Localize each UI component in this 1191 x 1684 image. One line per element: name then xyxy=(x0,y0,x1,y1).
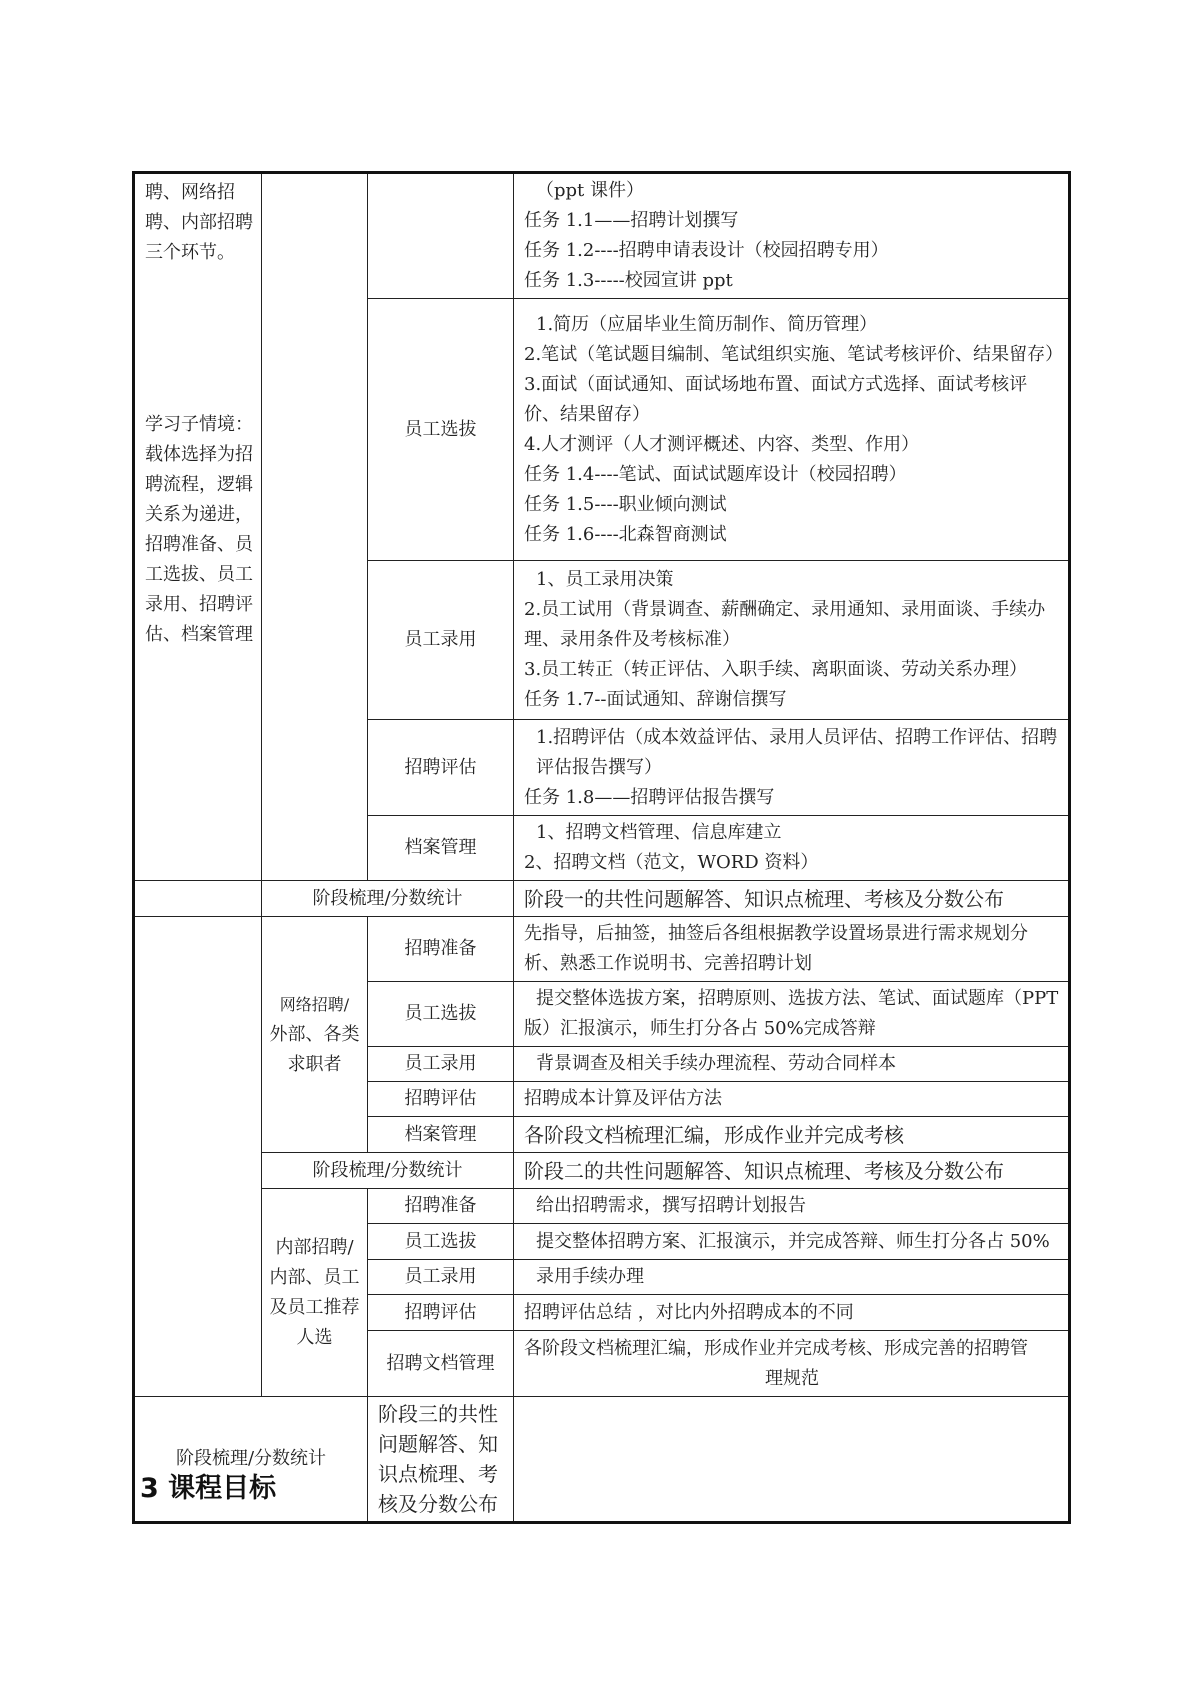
stage-cell: 员工选拔 xyxy=(368,1224,514,1260)
table-row xyxy=(134,173,1070,299)
stage-cell: 招聘准备 xyxy=(368,1189,514,1224)
summary-label: 阶段梳理/分数统计 xyxy=(134,1397,368,1523)
content-cell: 录用手续办理 xyxy=(514,1260,1070,1295)
stage-cell: 招聘评估 xyxy=(368,720,514,816)
context-top-text: 聘、网络招聘、内部招聘三个环节。 xyxy=(145,182,253,263)
content-cell: 提交整体选拔方案，招聘原则、选拔方法、笔试、面试题库（PPT 版）汇报演示，师生打分各占 50%完成答辩 xyxy=(514,982,1070,1047)
summary-label: 阶段梳理/分数统计 xyxy=(262,881,514,917)
content-cell: （ppt 课件） 任务 1.1——招聘计划撰写 任务 1.2----招聘申请表设计（校园招聘专用） 任务 1.3-----校园宣讲 ppt xyxy=(514,173,1070,299)
stage-cell xyxy=(368,173,514,299)
course-design-table xyxy=(132,171,1071,1524)
content-cell: 1、招聘文档管理、信息库建立 2、招聘文档（范文，WORD 资料） xyxy=(514,816,1070,881)
content-cell: 1、员工录用决策 2.员工试用（背景调查、薪酬确定、录用通知、录用面谈、手续办理、录用条件及考核标准） 3.员工转正（转正评估、入职手续、离职面谈、劳动关系办理） 任务 1.7--面试通知、辞谢信撰写 xyxy=(514,561,1070,720)
summary-label: 阶段梳理/分数统计 xyxy=(262,1153,514,1189)
group-name-internal: 内部招聘/内部、员工及员工推荐人选 xyxy=(262,1189,368,1397)
stage-cell: 档案管理 xyxy=(368,1117,514,1153)
stage-cell: 招聘评估 xyxy=(368,1082,514,1117)
content-cell: 给出招聘需求，撰写招聘计划报告 xyxy=(514,1189,1070,1224)
learning-context-cell xyxy=(134,173,262,881)
context-description: 学习子情境：载体选择为招聘流程，逻辑关系为递进，招聘准备、员工选拔、员工录用、招聘评估、档案管理 xyxy=(145,414,253,645)
content-cell: 1.招聘评估（成本效益评估、录用人员评估、招聘工作评估、招聘评估报告撰写） 任务 1.8——招聘评估报告撰写 xyxy=(514,720,1070,816)
empty-cell xyxy=(134,881,262,917)
content-cell: 各阶段文档梳理汇编，形成作业并完成考核、形成完善的招聘管 理规范 xyxy=(514,1331,1070,1397)
stage-cell: 员工选拔 xyxy=(368,299,514,561)
content-cell: 先指导，后抽签，抽签后各组根据教学设置场景进行需求规划分析、熟悉工作说明书、完善招聘计划 xyxy=(514,917,1070,982)
stage-cell: 员工选拔 xyxy=(368,982,514,1047)
stage-cell: 员工录用 xyxy=(368,1260,514,1295)
stage-cell: 员工录用 xyxy=(368,561,514,720)
content-cell: 提交整体招聘方案、汇报演示，并完成答辩、师生打分各占 50% xyxy=(514,1224,1070,1260)
summary-row xyxy=(134,1153,1070,1189)
content-cell: 招聘成本计算及评估方法 xyxy=(514,1082,1070,1117)
empty-group-cell xyxy=(262,173,368,881)
table-row xyxy=(134,917,1070,982)
summary-text: 阶段一的共性问题解答、知识点梳理、考核及分数公布 xyxy=(514,881,1070,917)
stage-cell: 档案管理 xyxy=(368,816,514,881)
stage-cell: 招聘准备 xyxy=(368,917,514,982)
empty-cell xyxy=(134,917,262,1397)
content-cell: 1.简历（应届毕业生简历制作、简历管理） 2.笔试（笔试题目编制、笔试组织实施、笔试考核评价、结果留存） 3.面试（面试通知、面试场地布置、面试方式选择、面试考核评价、结果留存） 4.人才测评（人才测评概述、内容、类型、作用） 任务 1.4----笔试、面试试题库设计（校园招聘） 任务 1.5----职业倾向测试 任务 1.6----北森智商测试 xyxy=(514,299,1070,561)
group-name-network: 网络招聘/ 外部、各类求职者 xyxy=(262,917,368,1153)
content-cell: 各阶段文档梳理汇编，形成作业并完成考核 xyxy=(514,1117,1070,1153)
stage-cell: 招聘文档管理 xyxy=(368,1331,514,1397)
content-cell: 招聘评估总结 ，对比内外招聘成本的不同 xyxy=(514,1295,1070,1331)
summary-text: 阶段三的共性问题解答、知识点梳理、考核及分数公布 xyxy=(368,1397,514,1523)
section-heading: 3 课程目标 xyxy=(140,1473,277,1504)
content-cell: 背景调查及相关手续办理流程、劳动合同样本 xyxy=(514,1047,1070,1082)
summary-row xyxy=(134,881,1070,917)
summary-text: 阶段二的共性问题解答、知识点梳理、考核及分数公布 xyxy=(514,1153,1070,1189)
table-row xyxy=(134,1189,1070,1224)
stage-cell: 员工录用 xyxy=(368,1047,514,1082)
stage-cell: 招聘评估 xyxy=(368,1295,514,1331)
